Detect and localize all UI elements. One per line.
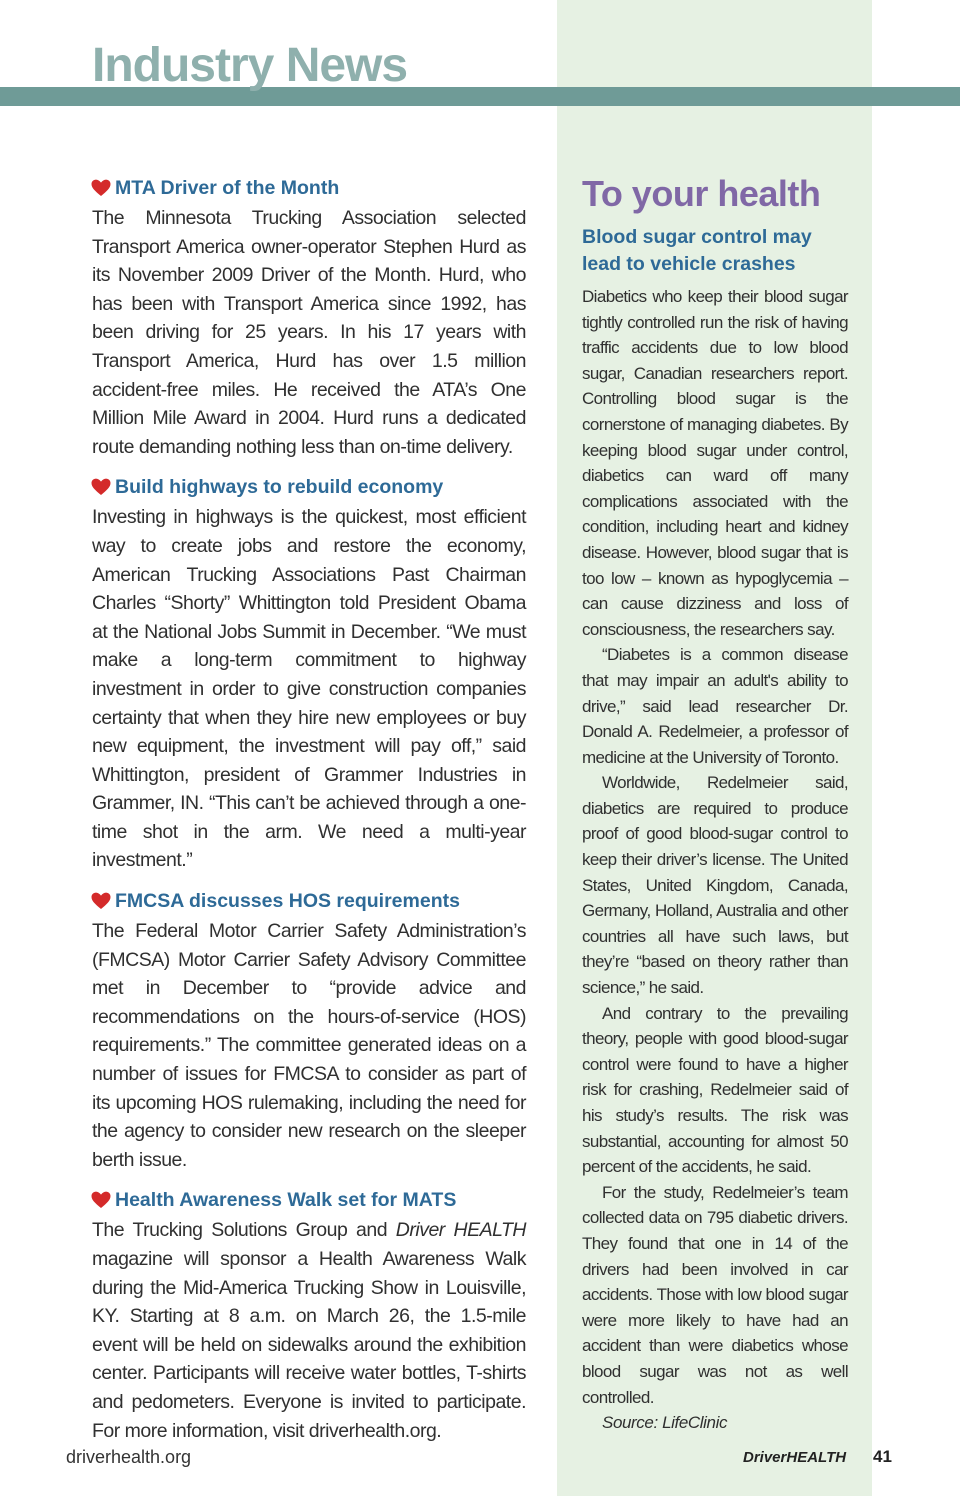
sidebar-paragraph: For the study, Redelmeier’s team collected data on 795 diabetic drivers. They found that one in 14 of the drivers had been involved in car accidents. Those with low blood sugar were more likely to have had an accident than were diabetics whose blood sugar was not as well controlled. xyxy=(582,1182,848,1407)
article-body: The Minnesota Trucking Association selected Transport America owner-operator Stephen Hurd as its November 2009 Driver of the Month. Hurd, who has been with Transport America since 1992, has been driving for 25 years. In his 17 years with Transport America, Hurd has over 1.5 million accident-free miles. He received the ATA’s One Million Mile Award in 2004. Hurd runs a dedicated route demanding nothing less than on-time delivery. xyxy=(92,207,526,458)
heart-icon xyxy=(91,1191,111,1209)
article-title-text: Build highways to rebuild economy xyxy=(115,476,444,499)
news-article xyxy=(92,474,526,875)
article-title xyxy=(91,175,526,201)
sidebar-paragraph: And contrary to the prevailing theory, people with good blood-sugar control were found to have a higher risk for crashing, Redelmeier said of his study’s results. The risk was substantial, accounting for almost 50 percent of the accidents, he said. xyxy=(582,1003,848,1177)
health-sidebar xyxy=(582,170,848,1436)
sidebar-paragraph: “Diabetes is a common disease that may impair an adult's ability to drive,” said lead researcher Dr. Donald A. Redelmeier, a professor of medicine at the University of Toronto. xyxy=(582,645,848,767)
article-title-text: MTA Driver of the Month xyxy=(115,177,340,199)
sidebar-headline: Blood sugar control may lead to vehicle crashes xyxy=(582,226,812,275)
article-title xyxy=(91,1187,526,1213)
sidebar-paragraph: Worldwide, Redelmeier said, diabetics are required to produce proof of good blood-sugar control to keep their driver’s license. The United States, United Kingdom, Canada, Germany, Holland, Australia and other countries all have such laws, but they’re “based on theory rather than science,” he said. xyxy=(582,773,848,998)
article-body-text: The Trucking Solutions Group and xyxy=(92,1219,396,1242)
article-body-text: magazine will sponsor a Health Awareness Walk during the Mid-America Trucking Show in Louisville, KY. Starting at 8 a.m. on March 26, the 1.5-mile event will be held on sidewalks around the exhibition center. Participants will receive water bottles, T-shirts and pedometers. Everyone is invited to participate. For more information, visit driverhealth.org. xyxy=(92,1248,526,1442)
page-number: 41 xyxy=(873,1447,892,1466)
heart-icon xyxy=(91,892,111,910)
footer-magazine-name: DriverHEALTH xyxy=(743,1449,847,1466)
heart-icon xyxy=(91,179,111,197)
news-article xyxy=(92,175,526,461)
page-title: Industry News xyxy=(92,39,408,92)
article-body: Investing in highways is the quickest, most efficient way to create jobs and restore the economy, American Trucking Associations Past Chairman Charles “Shorty” Whittington told President Obama at the National Jobs Summit in December. “We must make a long-term commitment to highway investment in order to give construction companies certainty that when they hire new employees or buy new equipment, the investment will pay off,” said Whittington, president of Grammer Industries in Grammer, IN. “This can’t be achieved through a one-time shot in the arm. We need a multi-year investment.” xyxy=(92,506,526,872)
article-body: The Federal Motor Carrier Safety Administration’s (FMCSA) Motor Carrier Safety Advisory Committee met in December to “provide advice and recommendations on the hours-of-service (HOS) requirements.” The committee generated ideas on a number of issues for FMCSA to consider as part of its upcoming HOS rulemaking, including the need for the agency to consider new research on the sleeper berth issue. xyxy=(92,920,526,1171)
source-credit: Source: LifeClinic xyxy=(602,1413,728,1433)
news-article xyxy=(92,1187,526,1445)
article-body xyxy=(92,1216,526,1445)
heart-icon xyxy=(91,478,111,496)
news-column xyxy=(92,175,526,1458)
footer-url: driverhealth.org xyxy=(66,1447,192,1467)
article-title-text: Health Awareness Walk set for MATS xyxy=(115,1189,457,1212)
sidebar-paragraph: Diabetics who keep their blood sugar tightly controlled run the risk of having traffic accidents due to low blood sugar, Canadian researchers report. Controlling blood sugar is the cornerstone of managing diabetes. By keeping blood sugar under control, diabetics can ward off many complications associated with the condition, including heart and kidney disease. However, blood sugar that is too low – known as hypoglycemia – can cause dizziness and loss of consciousness, the researchers say. xyxy=(582,287,848,639)
article-title xyxy=(91,474,526,500)
article-title xyxy=(91,888,526,914)
magazine-name: Driver HEALTH xyxy=(395,1219,526,1242)
news-article xyxy=(92,888,526,1174)
section-title: To your health xyxy=(582,173,821,214)
article-title-text: FMCSA discusses HOS requirements xyxy=(115,890,460,913)
